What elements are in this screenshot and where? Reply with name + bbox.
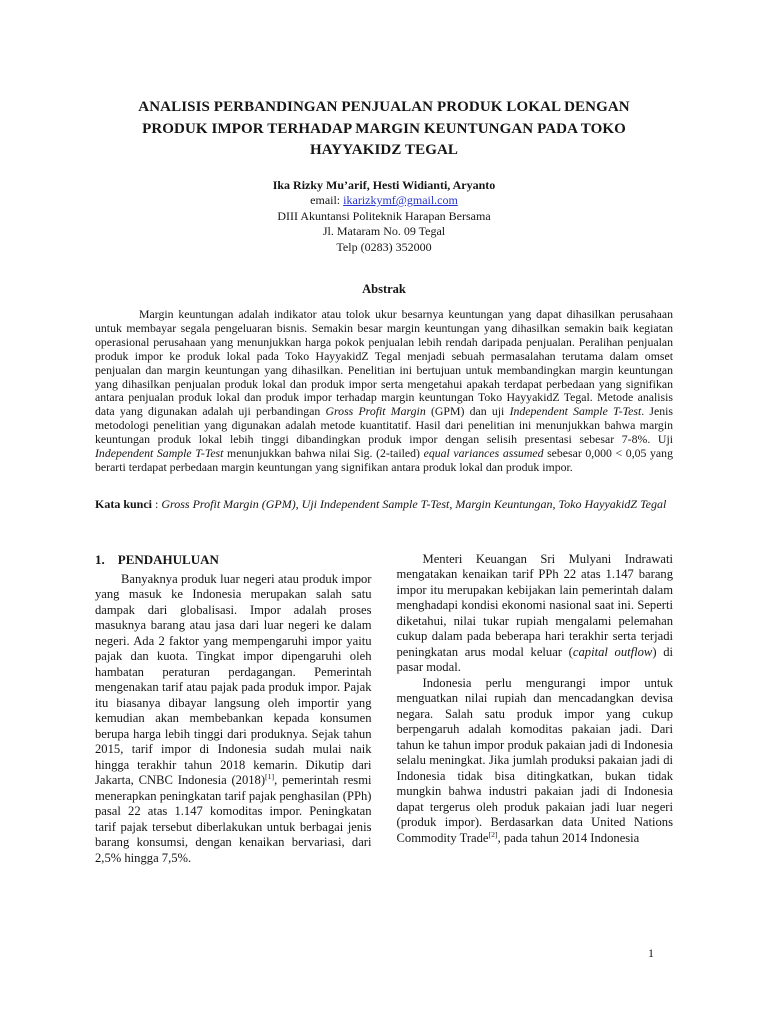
abstract-text: Margin keuntungan adalah indikator atau tolok ukur besarnya keuntungan yang dapat dihasilkan perusahaan untuk membayar segala pengeluaran bisnis. Semakin besar margin keuntungan yang dihasilkan semakin baik kegiatan operasional perusahaan yang menunjukkan harga pokok penjualan lebih rendah daripada penjualan. Peralihan penjualan produk impor ke produk lokal pada Toko HayyakidZ Tegal menjadi sebuah permasalahan terutama dalam omset penjualan dan margin keuntungan yang dihasilkan. Penelitian ini bertujuan untuk membandingkan margin keuntungan yang dihasilkan penjualan produk lokal dan produk impor serta mengetahui apakah terdapat perbedaan yang signifikan antara penjualan produk lokal dan produk impor terhadap margin keuntungan Toko HayyakidZ Tegal. Metode analisis data yang digunakan adalah uji perbandingan Gross Profit Margin (GPM) dan uji Independent Sample T-Test. Jenis metodologi penelitian yang digunakan adalah metode kuantitatif. Hasil dari penelitian ini menunjukkan bahwa margin keuntungan produk lokal lebih tinggi dibandingkan produk impor dengan selisih presentasi sebesar 7-8%. Uji Independent Sample T-Test menunjukkan bahwa nilai Sig. (2-tailed) equal variances assumed sebesar 0,000 < 0,05 yang berarti terdapat perbedaan margin keuntungan yang signifikan antara produk lokal dan produk impor. [95, 307, 673, 474]
abstract-heading: Abstrak [362, 282, 406, 296]
keywords-separator: : [152, 496, 162, 511]
intro-paragraph: Banyaknya produk luar negeri atau produk impor yang masuk ke Indonesia merupakan salah satu dampak dari globalisasi. Impor adalah proses masuknya barang atau jasa dari luar negeri ke dalam negeri. Ada 2 faktor yang mempengaruhi impor yaitu pajak dan kuota. Tingkat impor dipengaruhi oleh hambatan peraturan perdagangan. Pemerintah mengenakan tarif atau pajak pada produk impor. Pajak itu biasanya dibayar langsung oleh importir yang kemudian akan membebankan kepada konsumen berupa harga lebih tinggi dari produknya. Sejak tahun 2015, tarif impor di Indonesia sudah mulai naik hingga terakhir tahun 2018 kemarin. Dikutip dari Jakarta, CNBC Indonesia (2018)[1], pemerintah resmi menerapkan peningkatan tarif pajak penghasilan (PPh) pasal 22 atas 1.147 komoditas impor. Peningkatan tarif pajak tersebut diberlakukan untuk berbagai jenis barang konsumsi, dengan kenaikan bervariasi, dari 2,5% hingga 7,5%. [95, 571, 372, 865]
authors: Ika Rizky Mu’arif, Hesti Widianti, Aryanto [272, 177, 496, 192]
phone: Telp (0283) 352000 [336, 239, 432, 254]
introduction-columns [95, 552, 673, 867]
paper-title [95, 97, 673, 162]
section-number: 1. [95, 551, 105, 567]
keywords [95, 492, 673, 516]
intro-paragraph: Indonesia perlu mengurangi impor untuk menguatkan nilai rupiah dan mencadangkan devisa negara. Salah satu produk impor yang cukup berpengaruh adalah komoditas pakaian jadi. Dari tahun ke tahun impor produk pakaian jadi di Indonesia selalu meningkat. Jika jumlah produksi pakaian jadi di Indonesia tidak bisa ditingkatkan, bukan tidak mungkin bahwa industri pakaian jadi di Indonesia dapat tergerus oleh produk pakaian jadi luar negeri (produk impor). Berdasarkan data United Nations Commodity Trade[2], pada tahun 2014 Indonesia [396, 675, 673, 845]
section-heading [95, 552, 372, 568]
keywords-text: Gross Profit Margin (GPM), Uji Independent Sample T-Test, Margin Keuntungan, Toko HayyakidZ Tegal [161, 496, 667, 511]
column-right [397, 552, 674, 867]
paper-title-line: HAYYAKIDZ TEGAL [309, 142, 459, 158]
intro-paragraph: Menteri Keuangan Sri Mulyani Indrawati mengatakan kenaikan tarif PPh 22 atas 1.147 barang impor itu merupakan kebijakan lain pemerintah dalam menghadapi kondisi ekonomi nasional saat ini. Seperti diketahui, nilai tukar rupiah mengalami pelemahan cukup dalam pada beberapa hari terakhir serta terjadi peningkatan arus modal keluar (capital outflow) di pasar modal. [396, 551, 674, 675]
keywords-label: Kata kunci [95, 496, 153, 511]
email-line [95, 193, 673, 209]
paper-title-line: ANALISIS PERBANDINGAN PENJUALAN PRODUK LOKAL DENGAN [138, 99, 630, 115]
email-label: email: [310, 193, 341, 207]
section-heading-text: PENDAHULUAN [117, 551, 219, 567]
email-link[interactable]: ikarizkymf@gmail.com [343, 193, 458, 207]
paper-title-line: PRODUK IMPOR TERHADAP MARGIN KEUNTUNGAN PADA TOKO [142, 120, 626, 137]
affiliation: DIII Akuntansi Politeknik Harapan Bersama [277, 208, 491, 223]
column-left [95, 552, 372, 867]
page-number: 1 [648, 946, 654, 960]
author-block [95, 178, 673, 256]
address: Jl. Mataram No. 09 Tegal [322, 224, 446, 238]
